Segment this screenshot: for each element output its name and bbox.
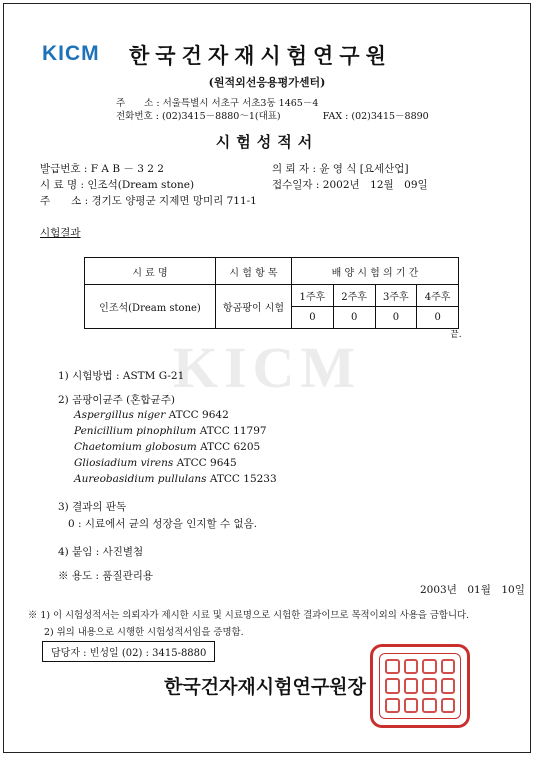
president-name: 한국건자재시험연구원장 xyxy=(164,676,366,698)
header-phone: (02)3415－8880～1(대표) xyxy=(161,111,281,122)
header-fax: (02)3415－8890 xyxy=(351,111,429,122)
strain-name: Penicillium pinophilum xyxy=(74,425,197,437)
header-period: 배 양 시 험 의 기 간 xyxy=(292,258,459,285)
test-method-row xyxy=(58,368,184,383)
usage-note: ※ 용도 : 품질관리용 xyxy=(58,570,154,582)
results-heading: 시험결과 xyxy=(40,227,81,239)
cell-value-4: 0 xyxy=(417,307,459,329)
client-address-label: 주 소 : xyxy=(40,195,89,207)
cell-value-3: 0 xyxy=(375,307,417,329)
seal-glyphs xyxy=(385,659,455,713)
strain-code: ATCC 15233 xyxy=(209,473,277,485)
header-phone-label: 전화번호 : xyxy=(116,111,159,122)
header-address: 서울특별시 서초구 서초3동 1465－4 xyxy=(162,98,319,109)
kicm-watermark: KICM xyxy=(172,335,362,400)
client-address-row xyxy=(40,193,257,208)
official-seal-stamp xyxy=(370,644,470,728)
strain-code: ATCC 11797 xyxy=(199,425,267,437)
header-address-label: 주 소 : xyxy=(116,98,160,109)
cell-value-1: 0 xyxy=(292,307,334,329)
strain-item xyxy=(74,457,237,469)
header-sample: 시 료 명 xyxy=(85,258,216,285)
strains-label: 2) 곰팡이균주 (혼합균주) xyxy=(58,394,175,406)
cell-week-3: 3주후 xyxy=(375,285,417,307)
institute-name: 한국건자재시험연구원 xyxy=(129,44,392,68)
cell-week-2: 2주후 xyxy=(333,285,375,307)
strain-name: Aureobasidium pullulans xyxy=(74,473,207,485)
header-address-row xyxy=(116,95,318,109)
issue-no-label: 발급번호 : xyxy=(40,163,88,175)
strain-code: ATCC 9645 xyxy=(176,457,237,469)
kicm-logo: KICM xyxy=(42,42,100,65)
strain-item xyxy=(74,409,229,421)
table-week-row xyxy=(85,285,459,307)
received-label: 접수일자 : xyxy=(272,179,320,191)
sample-row xyxy=(40,177,194,192)
header-test-item: 시 험 항 목 xyxy=(216,258,292,285)
test-method: ASTM G-21 xyxy=(122,370,185,382)
end-mark: 끝. xyxy=(450,330,462,340)
strain-name: Aspergillus niger xyxy=(74,409,166,421)
test-method-label: 1) 시험방법 : xyxy=(58,370,120,382)
attachment-note: 4) 붙임 : 사진별첨 xyxy=(58,546,144,558)
strain-item xyxy=(74,425,267,437)
strain-name: Chaetomium globosum xyxy=(74,441,197,453)
table-header-row xyxy=(85,258,459,285)
disclaimer-line-2: 2) 위의 내용으로 시행한 시험성적서임을 증명함. xyxy=(44,627,244,638)
cell-sample: 인조석(Dream stone) xyxy=(85,285,216,329)
client: 윤 영 식 [요세산업] xyxy=(319,163,409,175)
strain-code: ATCC 6205 xyxy=(200,441,261,453)
institute-subtitle: (원적외선응용평가센터) xyxy=(208,76,326,89)
header-fax-label: FAX : xyxy=(322,111,349,122)
issue-date: 2003년 01월 10일 xyxy=(420,584,525,596)
sample-label: 시 료 명 : xyxy=(40,179,84,191)
strain-item xyxy=(74,473,277,485)
client-row xyxy=(272,161,409,176)
received-date: 2002년 12월 09일 xyxy=(322,179,428,191)
client-address: 경기도 양평군 지제면 망미리 711-1 xyxy=(91,195,257,207)
cell-week-1: 1주후 xyxy=(292,285,334,307)
issue-no-row xyxy=(40,161,164,176)
issue-no: F A B － 3 2 2 xyxy=(90,163,164,175)
contact-box: 담당자 : 빈성일 (02) : 3415-8880 xyxy=(42,641,215,662)
client-label: 의 뢰 자 : xyxy=(272,163,316,175)
disclaimer-line-1: ※ 1) 이 시험성적서는 의뢰자가 제시한 시료 및 시료명으로 시험한 결과이므로 목적이외의 사용을 금합니다. xyxy=(28,610,470,621)
certificate-page xyxy=(3,3,531,753)
cell-week-4: 4주후 xyxy=(417,285,459,307)
received-row xyxy=(272,177,428,192)
result-reading-label: 3) 결과의 판독 xyxy=(58,501,127,513)
result-reading-text: 0 : 시료에서 균의 성장을 인지할 수 없음. xyxy=(68,518,258,530)
results-table xyxy=(84,257,459,329)
strain-code: ATCC 9642 xyxy=(168,409,229,421)
strain-item xyxy=(74,441,260,453)
cell-test-item: 항곰팡이 시험 xyxy=(216,285,292,329)
sample-name: 인조석(Dream stone) xyxy=(87,179,195,191)
document-title: 시험성적서 xyxy=(215,133,319,151)
cell-value-2: 0 xyxy=(333,307,375,329)
header-phone-row xyxy=(116,108,429,122)
strain-name: Gliosiadium virens xyxy=(74,457,174,469)
